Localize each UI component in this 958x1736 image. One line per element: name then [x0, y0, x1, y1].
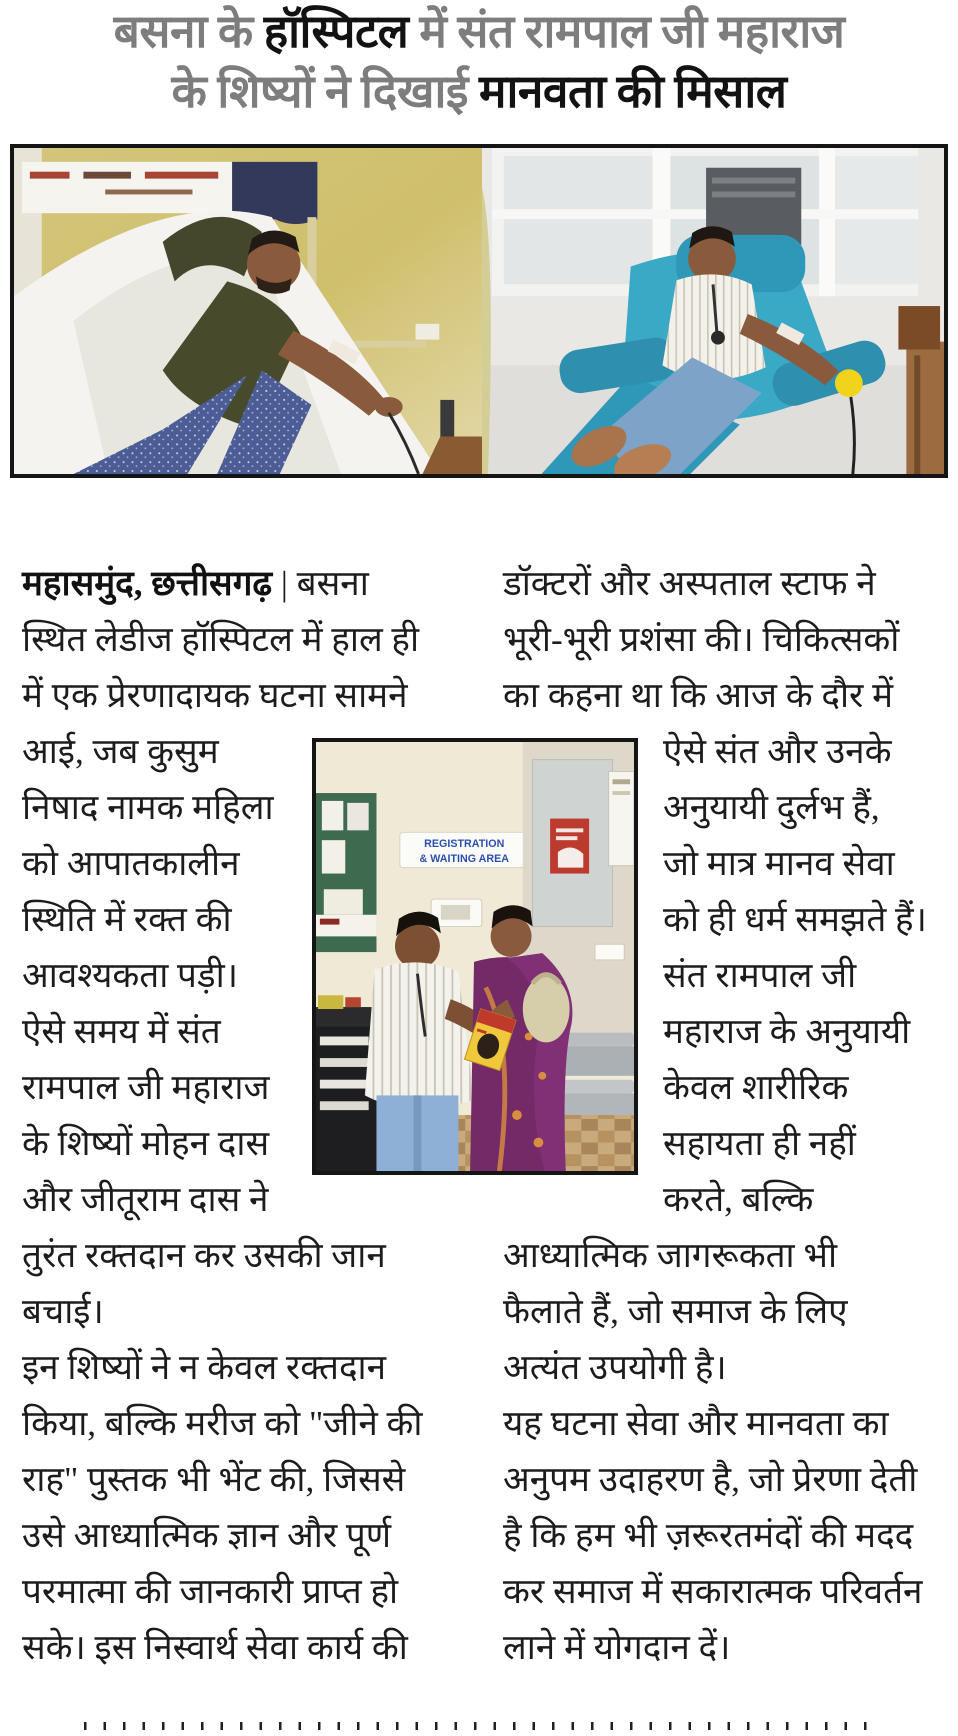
article-line: आई, जब कुसुम: [22, 732, 219, 771]
article-line: है कि हम भी ज़रूरतमंदों की मदद: [503, 1516, 914, 1555]
article-line: किया, बल्कि मरीज को "जीने की: [22, 1404, 423, 1443]
article-line: ऐसे समय में संत: [22, 1012, 221, 1051]
article-line: अनुपम उदाहरण है, जो प्रेरणा देती: [503, 1460, 918, 1499]
article-left-column: [22, 556, 462, 1676]
article-line: बचाई।: [22, 1292, 104, 1331]
article-line: का कहना था कि आज के दौर में: [503, 676, 894, 715]
article-line: को आपातकालीन: [22, 844, 240, 883]
article-line: को ही धर्म समझते हैं।: [663, 900, 927, 939]
article-line: यह घटना सेवा और मानवता का: [503, 1404, 889, 1443]
registration-sign-line2: & WAITING AREA: [419, 852, 510, 865]
article-line: रामपाल जी महाराज: [22, 1068, 270, 1107]
headline-line-1: बसना के हॉस्पिटल में संत रामपाल जी महाराज: [113, 6, 845, 57]
article-line: सहायता ही नहीं: [663, 1124, 856, 1163]
article-line: और जीतूराम दास ने: [22, 1180, 269, 1219]
page-title: [0, 2, 958, 122]
article-line: राह" पुस्तक भी भेंट की, जिससे: [22, 1460, 406, 1499]
article-line: महासमुंद, छत्तीसगढ़ | बसना: [22, 564, 369, 603]
article-line: केवल शारीरिक: [663, 1068, 849, 1107]
article-line: तुरंत रक्तदान कर उसकी जान: [22, 1236, 386, 1275]
article-line: महाराज के अनुयायी: [663, 1012, 911, 1051]
yellow-squeeze-ball: [835, 369, 863, 397]
article-line: निषाद नामक महिला: [22, 788, 274, 827]
article-line: इन शिष्यों ने न केवल रक्तदान: [22, 1348, 387, 1387]
article-line: अनुयायी दुर्लभ हैं,: [663, 788, 880, 827]
photo-donor-on-bed: [14, 148, 482, 474]
article-line: संत रामपाल जी: [663, 956, 857, 995]
article-line: में एक प्रेरणादायक घटना सामने: [22, 676, 408, 715]
article-line: करते, बल्कि: [663, 1180, 814, 1219]
article-line: आवश्यकता पड़ी।: [22, 956, 238, 995]
article-line: ऐसे संत और उनके: [663, 732, 892, 771]
article-line: लाने में योगदान दें।: [503, 1628, 731, 1667]
article-right-column: [503, 556, 945, 1676]
article-line: परमात्मा की जानकारी प्राप्त हो: [22, 1572, 399, 1611]
dateline: महासमुंद, छत्तीसगढ़: [22, 564, 273, 603]
registration-sign-line1: REGISTRATION: [424, 838, 505, 851]
article-line: डॉक्टरों और अस्पताल स्टाफ ने: [503, 564, 876, 603]
dotted-separator: [84, 1722, 876, 1730]
article-line: अत्यंत उपयोगी है।: [503, 1348, 727, 1387]
wooden-box: [898, 306, 940, 349]
article-line: उसे आध्यात्मिक ज्ञान और पूर्ण: [22, 1516, 392, 1555]
article-line: आध्यात्मिक जागरूकता भी: [503, 1236, 838, 1275]
wall-banner: [22, 162, 232, 213]
article-line: के शिष्यों मोहन दास: [22, 1124, 270, 1163]
article-line: कर समाज में सकारात्मक परिवर्तन: [503, 1572, 923, 1611]
photo-donor-on-chair: [482, 148, 944, 474]
article-line: स्थिति में रक्त की: [22, 900, 232, 939]
article-line: भूरी-भूरी प्रशंसा की। चिकित्सकों: [503, 620, 900, 659]
headline-line-2: के शिष्यों ने दिखाई मानवता की मिसाल: [171, 66, 787, 117]
article-line: फैलाते हैं, जो समाज के लिए: [503, 1292, 848, 1331]
article-line: जो मात्र मानव सेवा: [663, 844, 895, 883]
top-photo-strip: [10, 144, 948, 478]
article-line: सके। इस निस्वार्थ सेवा कार्य की: [22, 1628, 408, 1667]
article-line: स्थित लेडीज हॉस्पिटल में हाल ही: [22, 620, 420, 659]
